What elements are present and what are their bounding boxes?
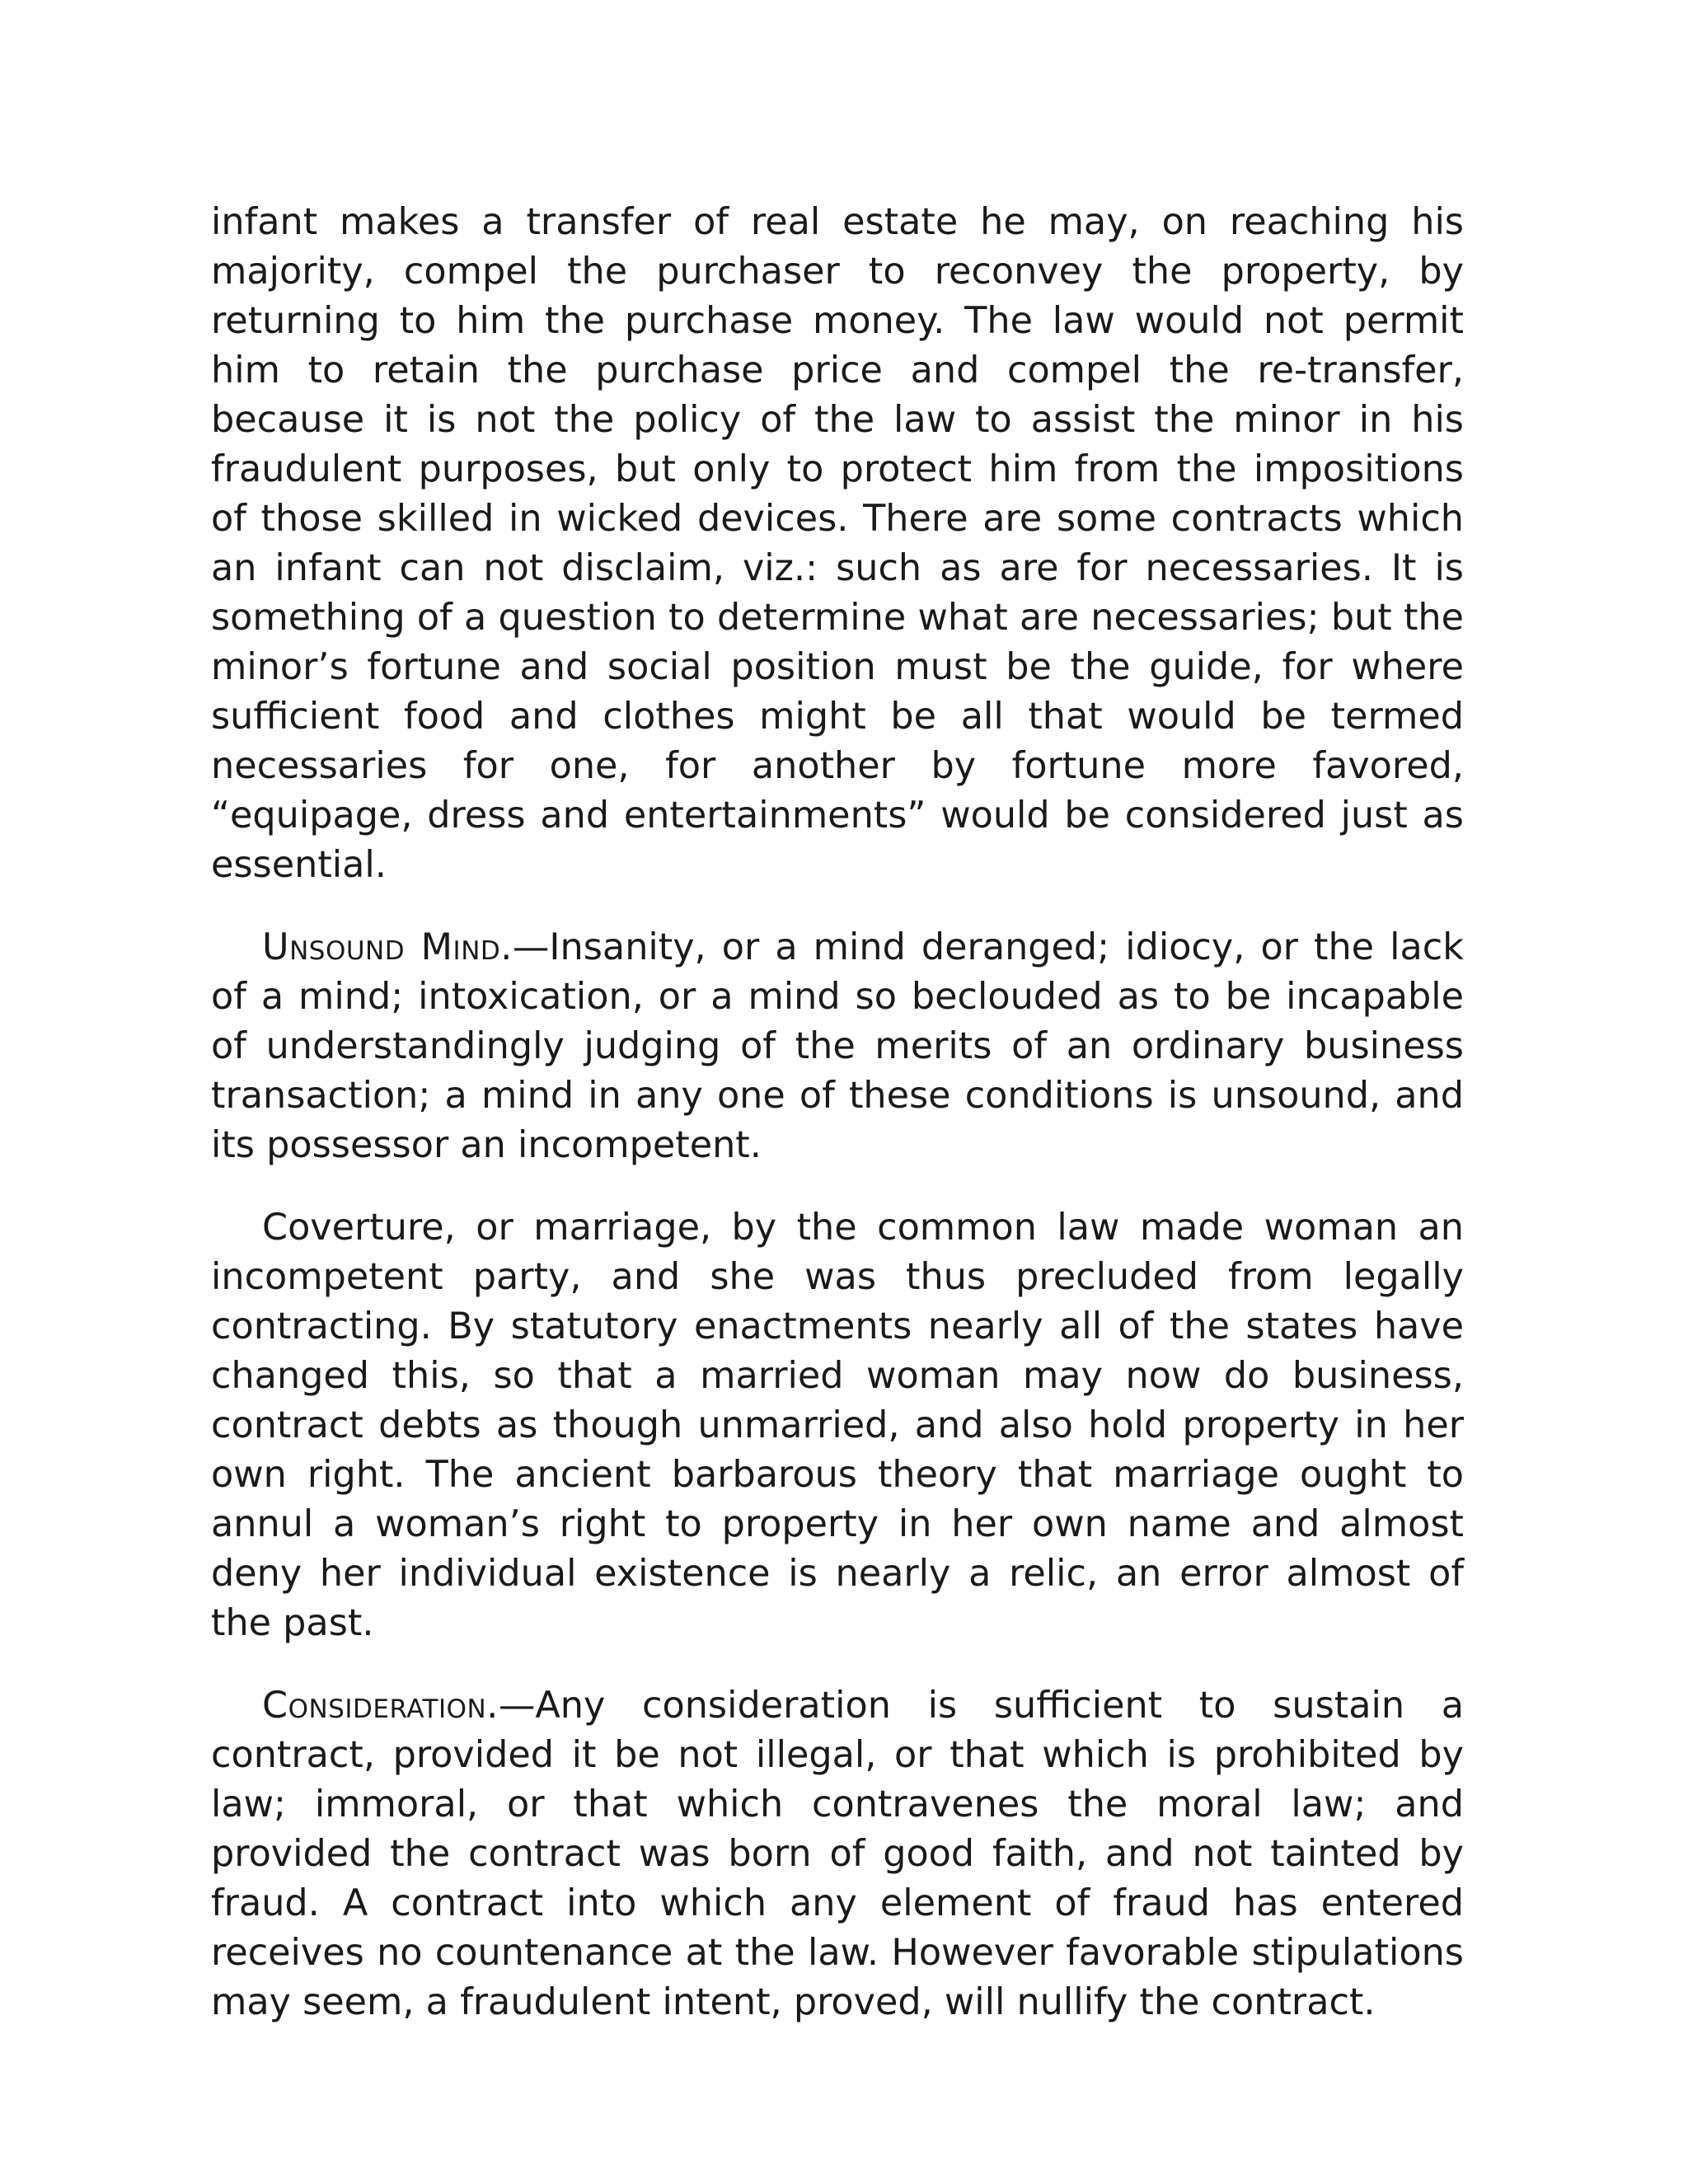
paragraph-unsound-mind <box>211 923 1464 1170</box>
paragraph-text: Coverture, or marriage, by the common law made woman an incompetent party, and she was thus precluded from legally contracting. By statutory enactments nearly all of the states have changed this, so that a married woman may now do business, contract debts as though unmarried, and also hold property in her own right. The ancient barbarous theory that marriage ought to annul a woman’s right to property in her own name and almost deny her individual existence is nearly a relic, an error almost of the past. <box>211 1207 1464 1644</box>
section-heading-consideration: Consideration. <box>262 1685 499 1727</box>
paragraph-text: —Insanity, or a mind deranged; idiocy, or the lack of a mind; intoxication, or a mind so beclouded as to be incapable of understandingly judging of the merits of an ordinary business transaction; a mind in any one of these conditions is unsound, and its possessor an incompetent. <box>211 926 1464 1166</box>
paragraph-consideration <box>211 1681 1464 2027</box>
section-heading-unsound-mind: Unsound Mind. <box>262 926 513 968</box>
paragraph-text: —Any consideration is sufficient to sustain a contract, provided it be not illegal, or that which is prohibited by law; immoral, or that which contravenes the moral law; and provided the contract was born of good faith, and not tainted by fraud. A contract into which any element of fraud has entered receives no countenance at the law. However favorable stipulations may seem, a fraudulent intent, proved, will nullify the contract. <box>211 1685 1464 2023</box>
paragraph-infant-transfer <box>211 198 1464 890</box>
document-page <box>211 198 1464 2060</box>
paragraph-text: infant makes a transfer of real estate he may, on reaching his majority, compel the purchaser to reconvey the property, by returning to him the purchase money. The law would not permit him to retain the purchase price and compel the re-transfer, because it is not the policy of the law to assist the minor in his fraudulent purposes, but only to protect him from the impositions of those skilled in wicked devices. There are some contracts which an infant can not disclaim, viz.: such as are for necessaries. It is something of a question to determine what are necessaries; but the minor’s fortune and social position must be the guide, for where sufficient food and clothes might be all that would be termed necessaries for one, for another by fortune more favored, “equipage, dress and entertainments” would be considered just as essential. <box>211 201 1464 886</box>
paragraph-coverture <box>211 1203 1464 1648</box>
